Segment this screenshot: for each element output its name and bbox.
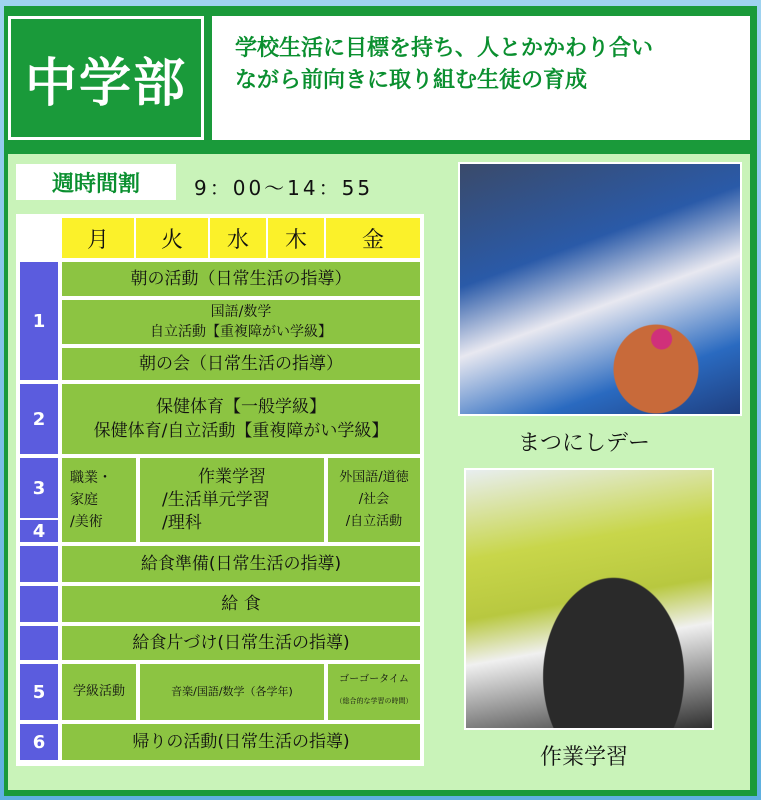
day-mon: 月 xyxy=(62,218,134,258)
motto-line-1: 学校生活に目標を持ち、人とかかわり合い xyxy=(235,36,654,61)
period-2: 2 xyxy=(20,384,58,454)
period-6: 6 xyxy=(20,724,58,760)
row-p34-language xyxy=(328,458,420,542)
row-lunch: 給 食 xyxy=(62,586,420,622)
row-period-1 xyxy=(62,300,420,344)
period-3: 3 xyxy=(20,458,58,518)
day-thu: 木 xyxy=(268,218,324,258)
row-period-6: 帰りの活動(日常生活の指導) xyxy=(62,724,420,760)
period-4: 4 xyxy=(20,520,58,542)
row-p34-vocational xyxy=(62,458,136,542)
p1-line-2: 自立活動【重複障がい学級】 xyxy=(150,324,332,340)
photo-matsunishi-day xyxy=(458,162,742,416)
period-lunch-prep xyxy=(20,546,58,582)
title-box xyxy=(8,16,204,140)
period-1: 1 xyxy=(20,262,58,380)
p2-line-2: 保健体育/自立活動【重複障がい学級】 xyxy=(93,421,389,441)
p34c-line-3: /自立活動 xyxy=(345,514,403,529)
day-tue: 火 xyxy=(136,218,208,258)
row-p5-class-activity: 学級活動 xyxy=(62,664,136,720)
row-period-2 xyxy=(62,384,420,454)
schedule-time: 9：00～14：55 xyxy=(194,176,374,200)
p34c-line-1: 外国語/道徳 xyxy=(339,470,409,485)
day-wed: 水 xyxy=(210,218,266,258)
p34c-line-2: /社会 xyxy=(358,492,390,507)
p5c-line-2: （総合的な学習の時間） xyxy=(335,697,413,705)
schedule-title: 週時間割 xyxy=(16,164,176,200)
p2-line-1: 保健体育【一般学級】 xyxy=(156,397,326,417)
photo-work-study xyxy=(464,468,714,730)
period-5: 5 xyxy=(20,664,58,720)
p34a-line-2: 家庭 xyxy=(70,492,98,508)
day-fri: 金 xyxy=(326,218,420,258)
p34a-line-3: /美術 xyxy=(70,514,103,530)
p34b-line-3: /理科 xyxy=(162,512,202,533)
content-area xyxy=(8,154,750,790)
p34a-line-1: 職業・ xyxy=(70,470,112,486)
page-title: 中学部 xyxy=(24,53,187,114)
period-lunch xyxy=(20,586,58,622)
row-lunch-prep: 給食準備(日常生活の指導) xyxy=(62,546,420,582)
row-morning-activity: 朝の活動（日常生活の指導） xyxy=(62,262,420,296)
row-lunch-clean: 給食片づけ(日常生活の指導) xyxy=(62,626,420,660)
p1-line-1: 国語/数学 xyxy=(210,304,272,320)
caption-matsunishi-day: まつにしデー xyxy=(518,431,651,456)
row-p5-subjects: 音楽/国語/数学（各学年) xyxy=(140,664,324,720)
motto-line-2: ながら前向きに取り組む生徒の育成 xyxy=(235,68,588,93)
p34b-line-1: 作業学習 xyxy=(198,466,266,487)
p5c-line-1: ゴーゴータイム xyxy=(339,674,409,685)
period-lunch-clean xyxy=(20,626,58,660)
row-morning-meeting: 朝の会（日常生活の指導） xyxy=(62,348,420,380)
p34b-line-2: /生活単元学習 xyxy=(162,489,270,510)
row-p34-work-study xyxy=(140,458,324,542)
row-p5-gogo-time xyxy=(328,664,420,720)
motto-box xyxy=(212,16,750,140)
caption-work-study: 作業学習 xyxy=(540,745,629,770)
timetable xyxy=(16,214,424,766)
